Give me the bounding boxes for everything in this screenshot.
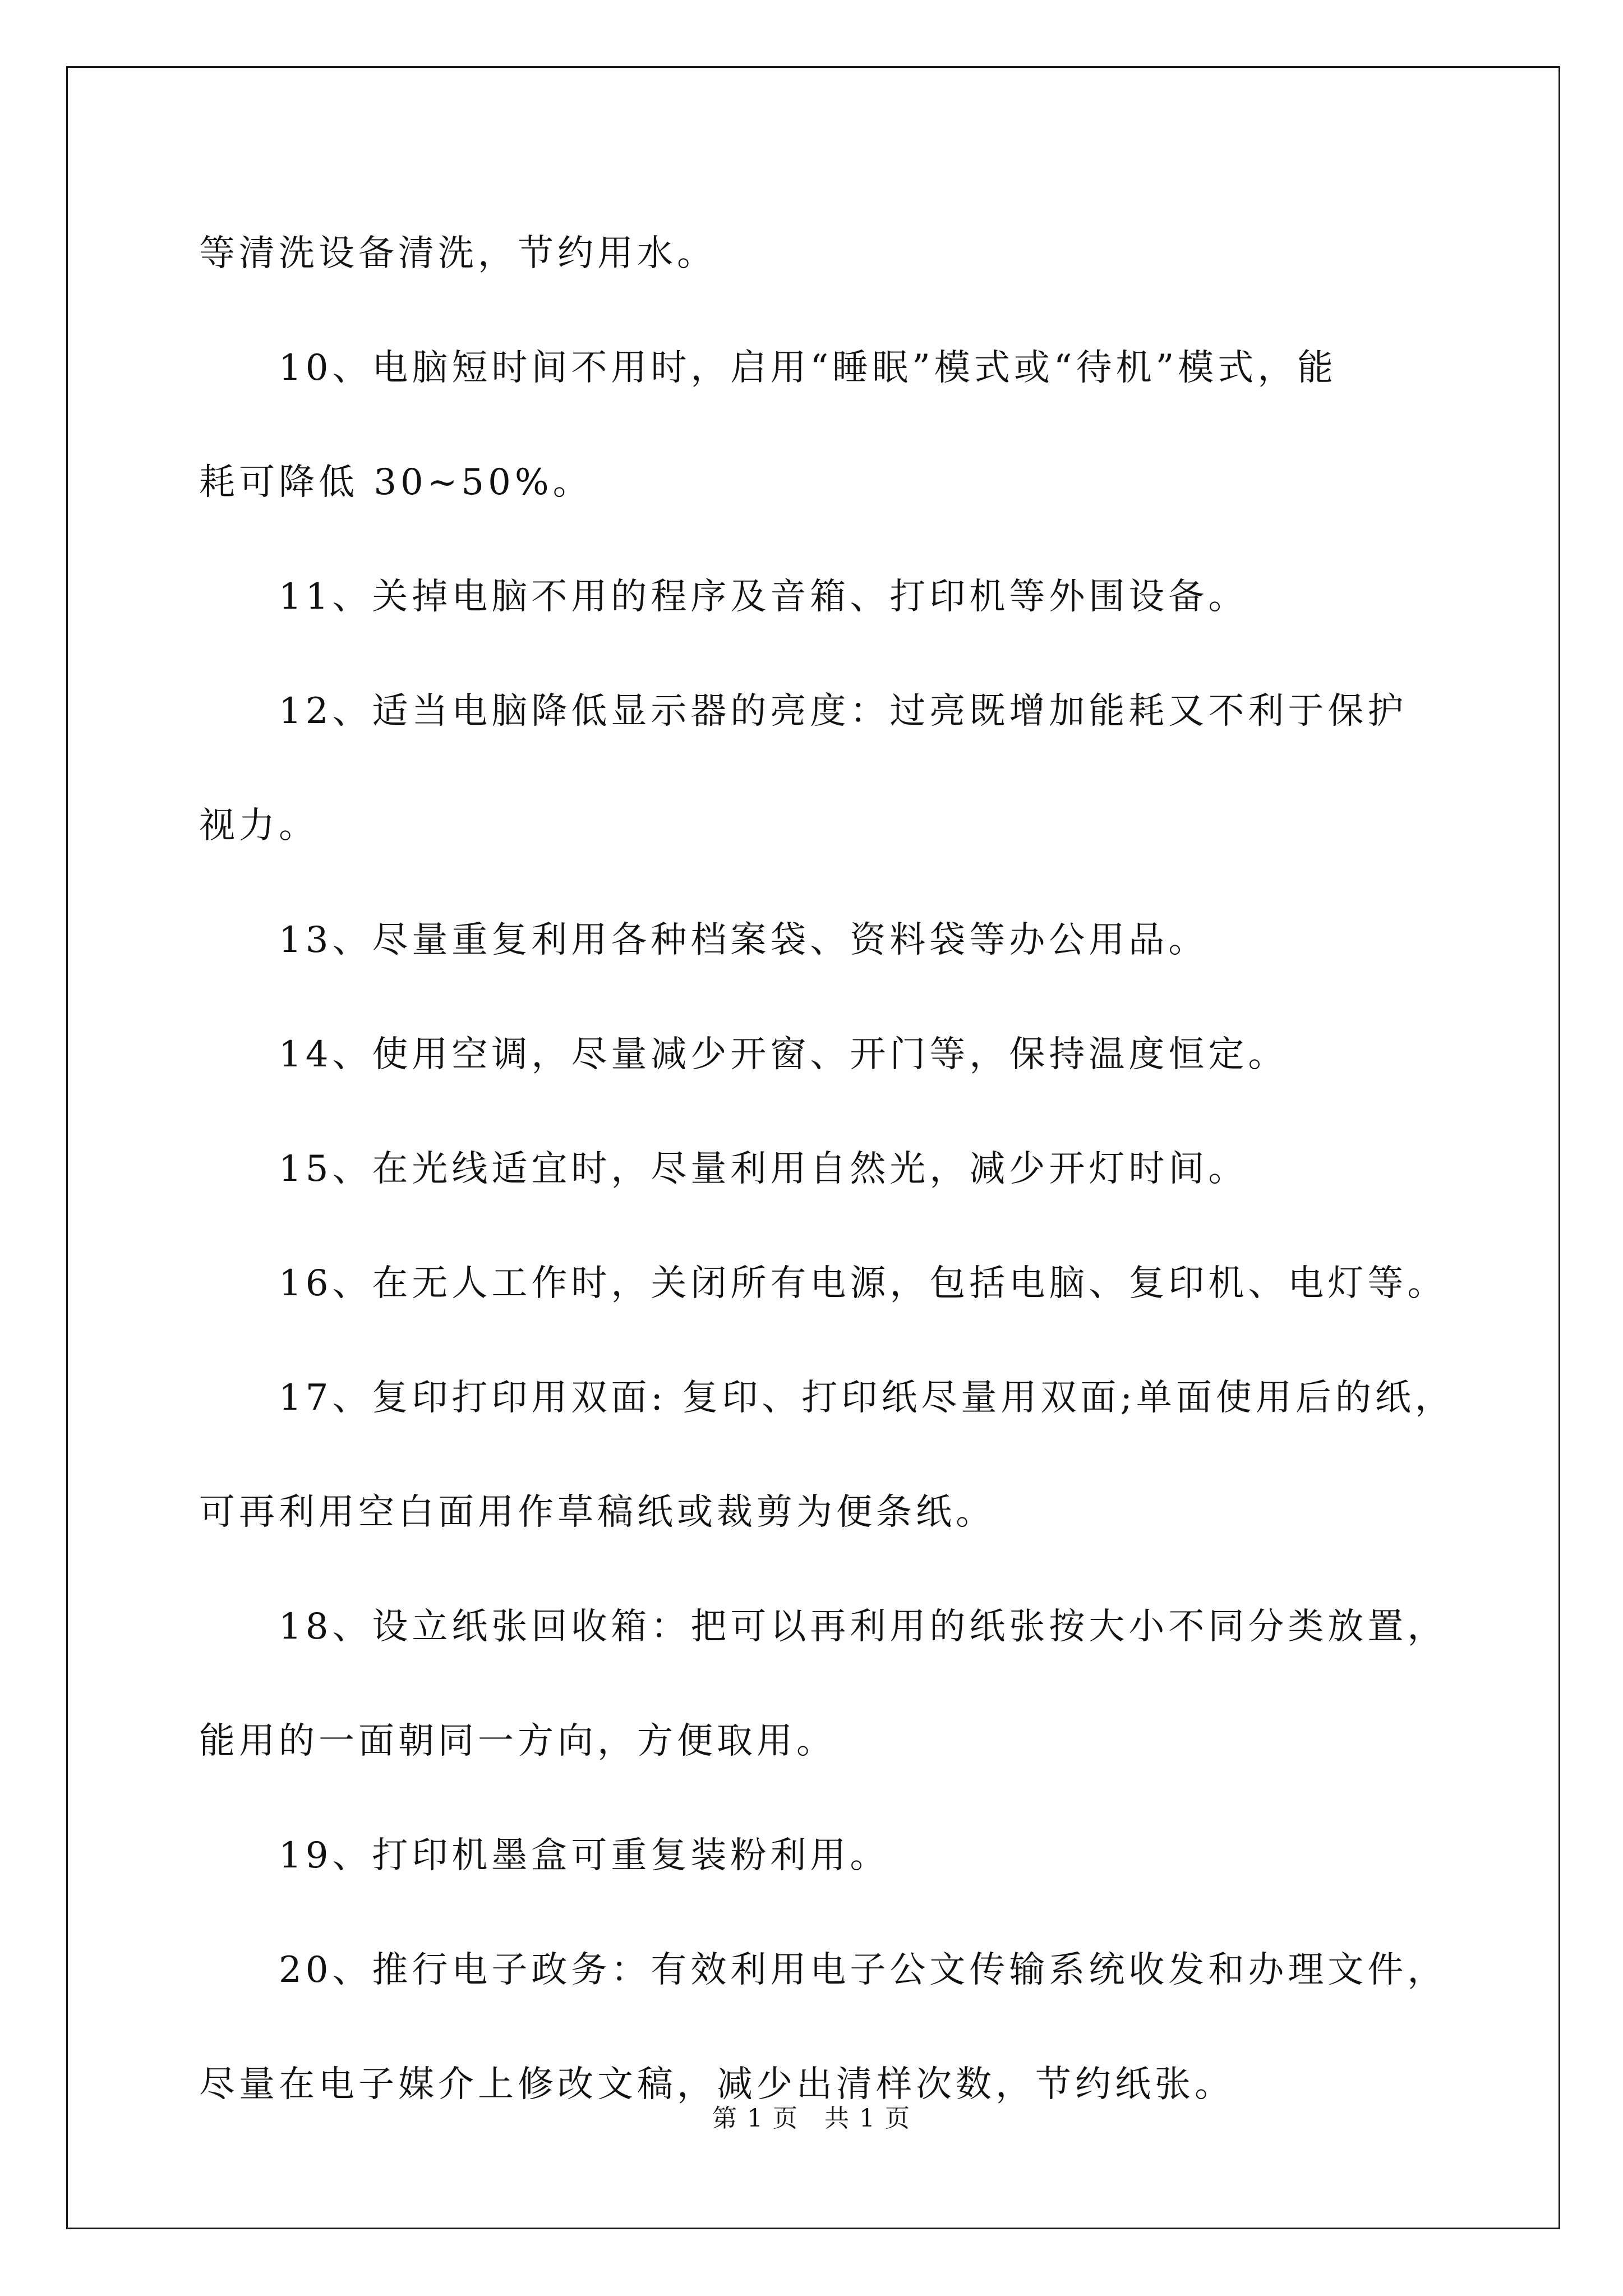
text-line: 12、适当电脑降低显示器的亮度：过亮既增加能耗又不利于保护 [279,691,1408,732]
text-line: 14、使用空调，尽量减少开窗、开门等，保持温度恒定。 [279,1034,1288,1075]
text-line: 能用的一面朝同一方向，方便取用。 [199,1720,836,1762]
text-line: 11、关掉电脑不用的程序及音箱、打印机等外围设备。 [279,576,1248,618]
text-line: 17、复印打印用双面: 复印、打印纸尽量用双面;单面使用后的纸， [279,1377,1455,1419]
text-line: 18、设立纸张回收箱：把可以再利用的纸张按大小不同分类放置， [279,1606,1447,1648]
text-line: 16、在无人工作时，关闭所有电源，包括电脑、复印机、电灯等。 [279,1263,1447,1304]
text-line: 等清洗设备清洗，节约用水。 [199,233,717,274]
text-line: 13、尽量重复利用各种档案袋、资料袋等办公用品。 [279,919,1209,961]
document-body [199,196,1455,2142]
text-line: 耗可降低 30~50%。 [199,462,593,503]
page-footer: 第 1 页 共 1 页 [712,2104,911,2133]
text-line: 可再利用空白面用作草稿纸或裁剪为便条纸。 [199,1492,995,1533]
text-line: 10、电脑短时间不用时，启用“睡眠”模式或“待机”模式，能 [279,347,1338,389]
text-line: 视力。 [199,805,319,846]
text-line: 20、推行电子政务：有效利用电子公文传输系统收发和办理文件， [279,1949,1447,1991]
text-line: 尽量在电子媒介上修改文稿，减少出清样次数，节约纸张。 [199,2064,1234,2105]
text-line: 19、打印机墨盒可重复装粉利用。 [279,1835,890,1876]
text-line: 15、在光线适宜时，尽量利用自然光，减少开灯时间。 [279,1148,1248,1190]
